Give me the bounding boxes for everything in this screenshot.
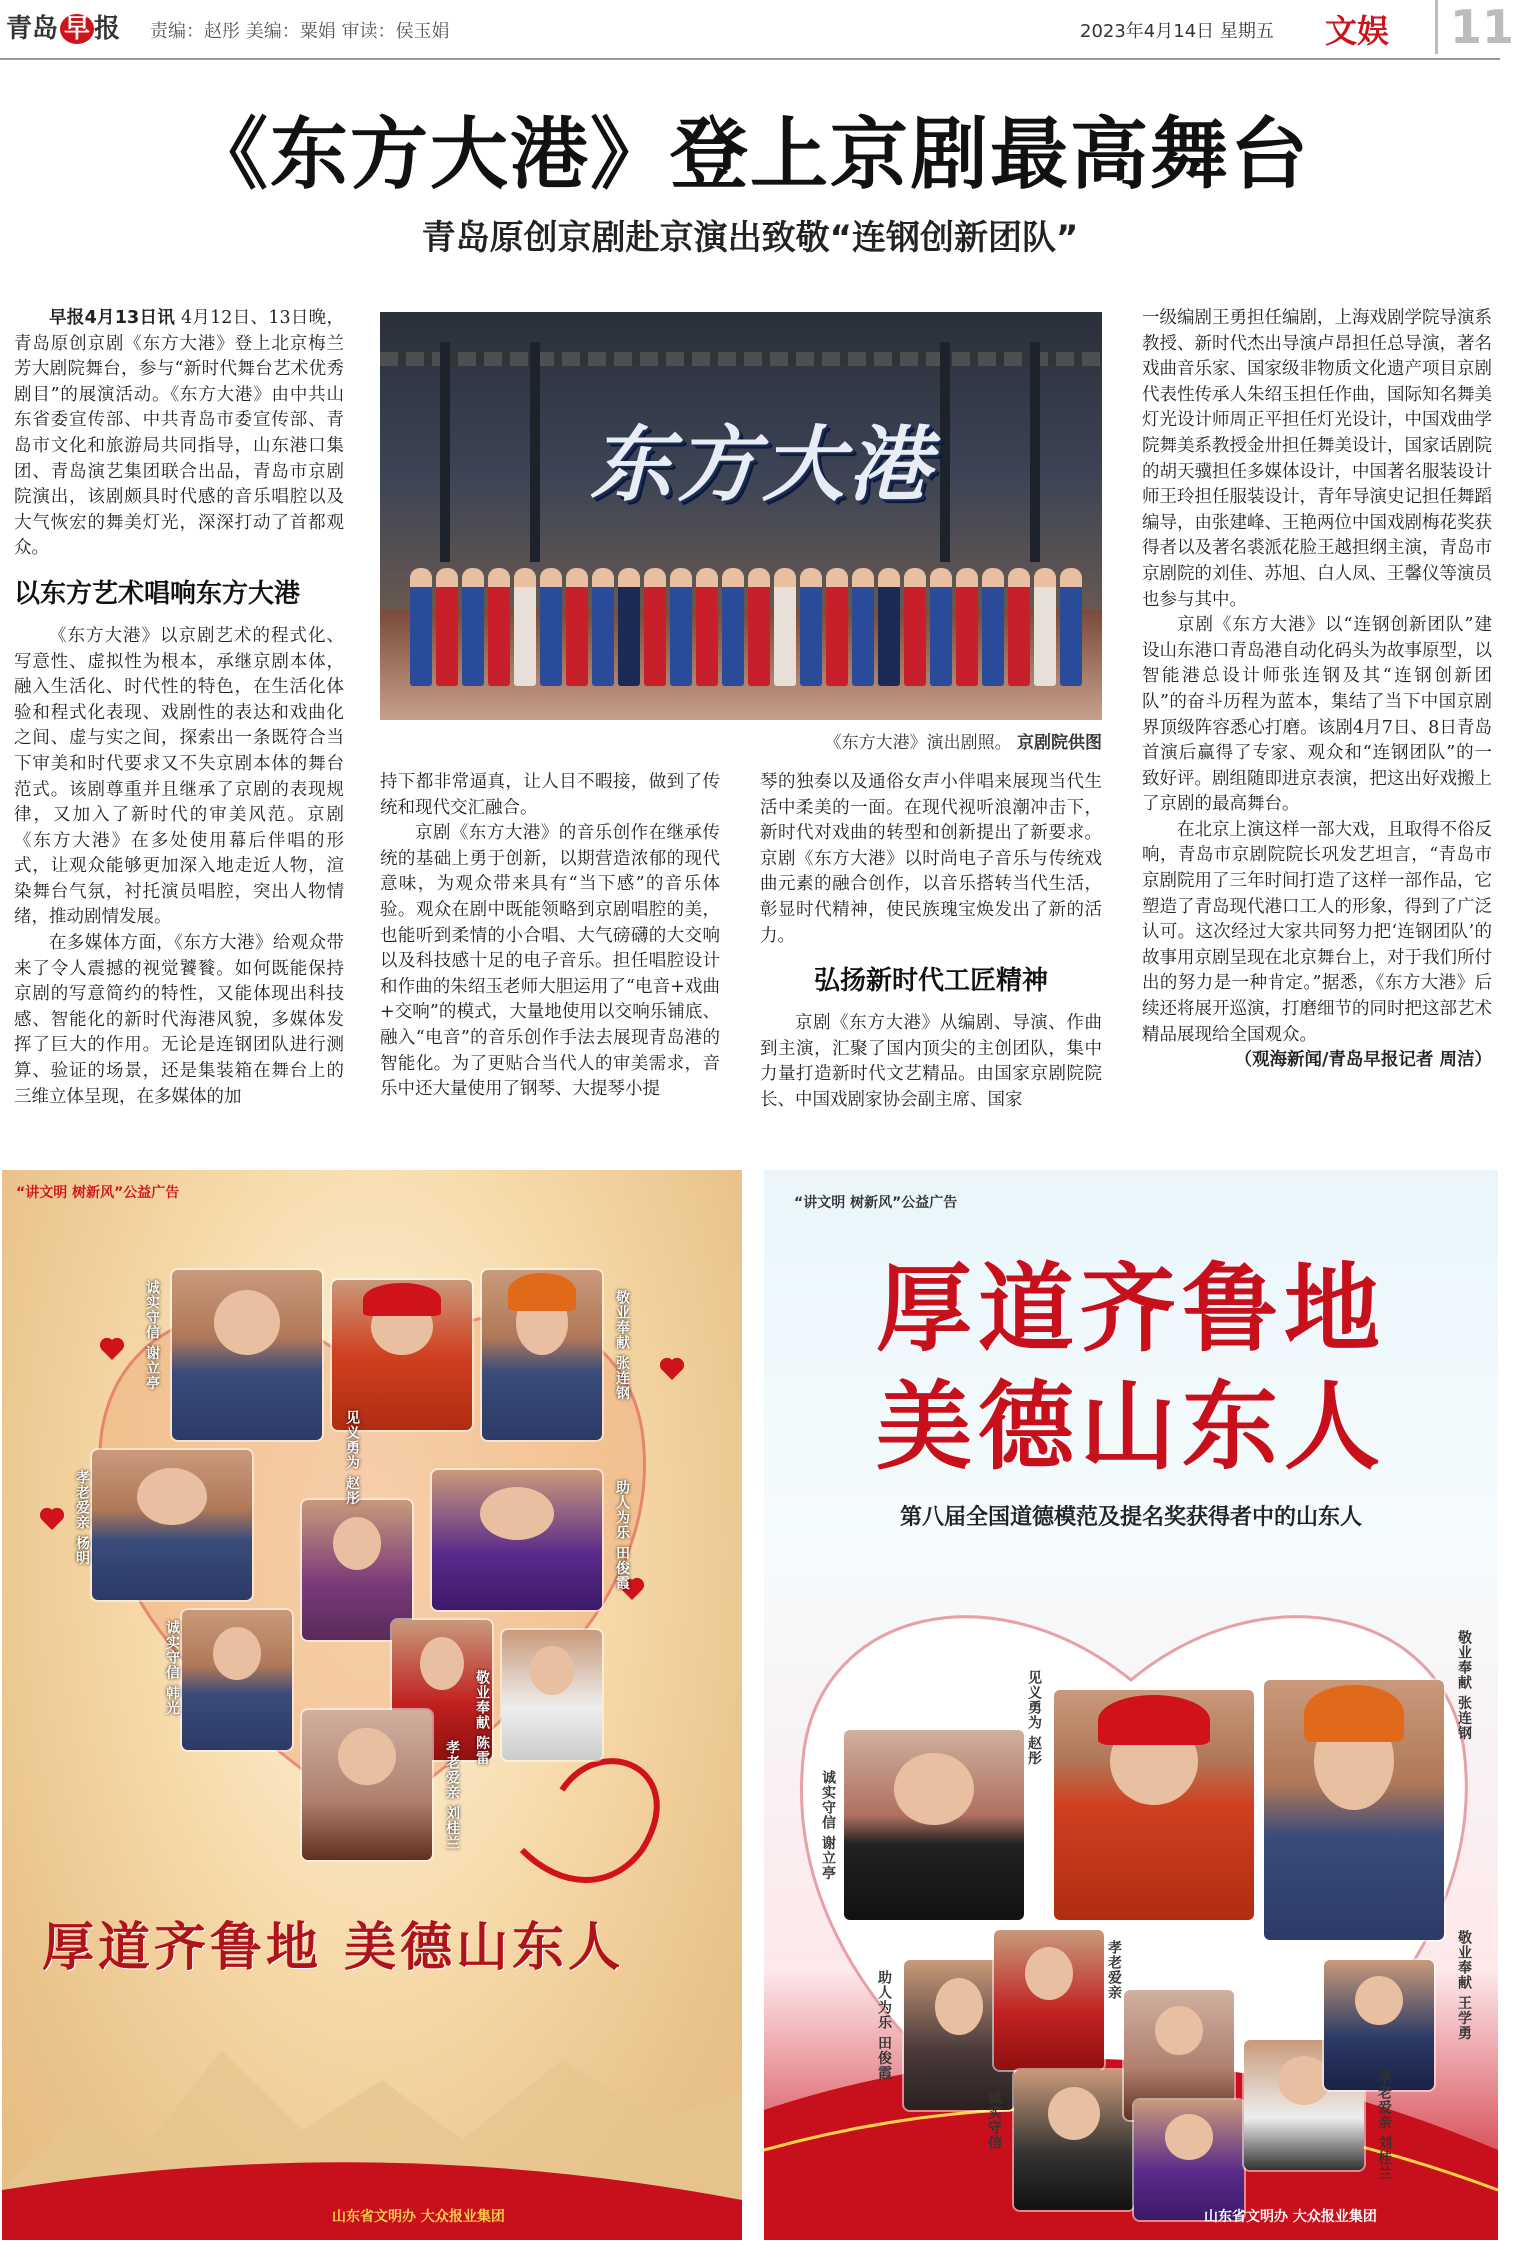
psa-poster-right [764, 1170, 1498, 2238]
portrait [844, 1730, 1024, 1920]
cast-member [618, 568, 640, 686]
psa-poster-left [2, 1170, 742, 2238]
face [213, 1627, 261, 1680]
poster-slogan: 厚道齐鲁地 美德山东人 [42, 1917, 625, 1978]
cast-member [800, 568, 822, 686]
cast-member [410, 568, 432, 686]
byline: （观海新闻/青岛早报记者 周洁） [1234, 1050, 1492, 1071]
article-column-1 [14, 306, 344, 1110]
cast-member [904, 568, 926, 686]
psa-tag: “讲文明 树新风”公益广告 [16, 1185, 180, 1201]
portrait [302, 1710, 432, 1860]
article-headline: 《东方大港》登上京剧最高舞台 [189, 109, 1310, 200]
helmet [1304, 1685, 1405, 1742]
psa-tag: “讲文明 树新风”公益广告 [794, 1195, 958, 1211]
paragraph: 京剧《东方大港》以“连钢创新团队”建设山东港口青岛港自动化码头为故事原型，以智能港总设计师张连钢及其“连钢创新团队”的奋斗历程为蓝本，集结了当下中国京剧界顶级阵容悉心打磨。该剧4月7日、8日青岛首演后赢得了专家、观众和“连钢团队”的一致好评。剧组随即进京表演，把这出好戏搬上了京剧的最高舞台。 [1142, 615, 1492, 815]
face [935, 1978, 983, 2035]
face [420, 1637, 464, 1690]
poster-footer: 山东省文明办 大众报业集团 [1204, 2209, 1377, 2225]
portrait [332, 1280, 472, 1430]
portrait [92, 1450, 252, 1600]
cast-member [592, 568, 614, 686]
person-label: 诚实守信 谢立亭 [820, 1770, 836, 1881]
portrait [994, 1930, 1104, 2070]
crane-structure [440, 342, 450, 562]
poster-title-line-1: 厚道齐鲁地 [876, 1252, 1386, 1365]
cast-member [878, 568, 900, 686]
portrait [482, 1270, 602, 1440]
section-title-1: 以东方艺术唱响东方大港 [14, 578, 301, 609]
section-title-2: 弘扬新时代工匠精神 [813, 966, 1048, 997]
cast-member [722, 568, 744, 686]
face [530, 1646, 574, 1695]
face [1025, 1947, 1073, 2000]
face [1048, 2087, 1101, 2140]
page-number: 11 [1435, 0, 1514, 54]
person-label: 孝老爱亲 刘桂兰 [444, 1740, 460, 1851]
person-label: 敬业奉献 王学勇 [1456, 1930, 1472, 2041]
article-column-2 [380, 770, 720, 1103]
paragraph: 琴的独奏以及通俗女声小伴唱来展现当代生活中柔美的一面。在现代视听浪潮冲击下，新时代对戏曲的转型和创新提出了新要求。京剧《东方大港》以时尚电子音乐与传统戏曲元素的融合创作，以音乐搭转当代生活，彰显时代精神，使民族瑰宝焕发出了新的活力。 [760, 772, 1102, 946]
person-label: 诚实守信 [986, 2090, 1002, 2150]
cast-member [1034, 568, 1056, 686]
article-subhead: 青岛原创京剧赴京演出致敬“连钢创新团队” [421, 218, 1079, 258]
face [480, 1487, 555, 1540]
cast-member [436, 568, 458, 686]
person-label: 助人为乐 田俊霞 [614, 1480, 630, 1591]
cast-member [956, 568, 978, 686]
cast-member [488, 568, 510, 686]
portrait [1054, 1690, 1254, 1920]
cast-member [774, 568, 796, 686]
helmet [1098, 1695, 1210, 1746]
person-label: 敬业奉献 张连钢 [614, 1290, 630, 1401]
face [1155, 2006, 1203, 2055]
logo-text: 青岛 [6, 14, 59, 44]
cast-member [644, 568, 666, 686]
person-label: 诚实守信 谢立亭 [144, 1280, 160, 1391]
person-label: 见义勇为 赵彤 [344, 1410, 360, 1506]
person-label: 敬业奉献 陈雷 [474, 1670, 490, 1766]
editor-credits: 责编：赵彤 美编：粟娟 审读：侯玉娟 [150, 21, 450, 42]
face [137, 1468, 207, 1525]
portrait [172, 1270, 322, 1440]
cast-member [930, 568, 952, 686]
person-label: 孝老爱亲 杨明 [74, 1470, 90, 1566]
issue-date: 2023年4月14日 星期五 [1080, 21, 1274, 42]
person-label: 助人为乐 田俊霞 [876, 1970, 892, 2081]
cast-member [462, 568, 484, 686]
stage-photo [380, 312, 1102, 720]
paragraph: 京剧《东方大港》从编剧、导演、作曲到主演，汇聚了国内顶尖的主创团队，集中力量打造新时代文艺精品。由国家京剧院院长、中国戏剧家协会副主席、国家 [760, 1013, 1102, 1110]
person-label: 孝老爱亲 刘桂兰 [1376, 2070, 1392, 2181]
logo-suffix: 报 [94, 14, 121, 44]
face [338, 1728, 395, 1785]
cast-member [1008, 568, 1030, 686]
helmet [508, 1273, 575, 1310]
paragraph: 在多媒体方面，《东方大港》给观众带来了令人震撼的视觉饕餮。如何既能保持京剧的写意简约的特性，又能体现出科技感、智能化的新时代海港风貌，多媒体发挥了巨大的作用。无论是连钢团队进行测算、验证的场景，还是集装箱在舞台上的三维立体呈现，在多媒体的加 [14, 933, 344, 1107]
masthead [0, 0, 1514, 60]
portrait [1264, 1680, 1444, 1940]
cast-member [748, 568, 770, 686]
cast-member [982, 568, 1004, 686]
person-label: 见义勇为 赵彤 [1026, 1670, 1042, 1766]
face [894, 1753, 973, 1825]
newspaper-logo [6, 8, 120, 45]
portrait [302, 1500, 412, 1640]
paragraph: 在北京上演这样一部大戏，且取得不俗反响，青岛市京剧院院长巩发艺坦言，“青岛市京剧院用了三年时间打造了这样一部作品，它塑造了青岛现代港口工人的形象，得到了广泛认可。这次经过大家共同努力把‘连钢团队’的故事用京剧呈现在北京舞台上，对于我们所付出的努力是一种肯定。”据悉，《东方大港》后续还将展开巡演，打磨细节的同时把这部艺术精品展现给全国观众。 [1142, 819, 1492, 1045]
lead-label: 早报4月13日讯 [49, 308, 176, 328]
paragraph: 持下都非常逼真，让人目不暇接，做到了传统和现代交汇融合。 [380, 772, 720, 818]
person-label: 诚实守信 韩光 [164, 1620, 180, 1716]
cast-member [696, 568, 718, 686]
lead-text: 4月12日、13日晚，青岛原创京剧《东方大港》登上北京梅兰芳大剧院舞台，参与“新时代舞台艺术优秀剧目”的展演活动。《东方大港》由中共山东省委宣传部、中共青岛市委宣传部、青岛市文化和旅游局共同指导，山东港口集团、青岛演艺集团联合出品，青岛市京剧院演出，该剧颇具时代感的音乐唱腔以及大气恢宏的舞美灯光，深深打动了首都观众。 [14, 308, 344, 559]
cast-member [1060, 568, 1082, 686]
paragraph: 《东方大港》以京剧艺术的程式化、写意性、虚拟性为根本，承继京剧本体，融入生活化、时代性的特色，在生活化体验和程式化表现、戏剧性的表达和戏曲化之间、虚与实之间，探索出一条既符合当下审美和时代要求又不失京剧本体的舞台范式。该剧尊重并且继承了京剧的表现规律，又加入了新时代的审美风范。京剧《东方大港》在多处使用幕后伴唱的形式，让观众能够更加深入地走近人物，渲染舞台气氛，衬托演员唱腔，突出人物情绪，推动剧情发展。 [14, 625, 344, 928]
photo-credit: 京剧院供图 [1017, 733, 1102, 753]
article-column-4 [1142, 306, 1492, 1074]
stage-title: 东方大港 [590, 417, 934, 513]
cast-member [540, 568, 562, 686]
face [1165, 2114, 1213, 2160]
crane-structure [940, 342, 950, 562]
face [214, 1290, 280, 1355]
cast-member [514, 568, 536, 686]
face [1278, 2056, 1331, 2105]
section-name: 文娱 [1325, 12, 1390, 50]
mountain-calligraphy [2, 1990, 742, 2240]
portrait [432, 1470, 602, 1610]
crane-structure [530, 342, 540, 562]
cast-member [852, 568, 874, 686]
paragraph: 京剧《东方大港》的音乐创作在继承传统的基础上勇于创新，以期营造浓郁的现代意味，为观众带来具有“当下感”的音乐体验。观众在剧中既能领略到京剧唱腔的美，也能听到柔情的小合唱、大气磅礴的大交响以及科技感十足的电子音乐。担任唱腔设计和作曲的朱绍玉老师大胆运用了“电音+戏曲+交响”的模式，大量地使用以交响乐铺底、融入“电音”的音乐创作手法去展现青岛港的智能化。为了更贴合当代人的审美需求，音乐中还大量使用了钢琴、大提琴小提 [380, 823, 720, 1100]
face [1355, 1976, 1403, 2025]
cast-member [670, 568, 692, 686]
article-column-3 [760, 770, 1102, 1114]
person-label: 敬业奉献 张连钢 [1456, 1630, 1472, 1741]
logo-badge: 早 [60, 14, 94, 44]
crane-structure [1030, 342, 1040, 562]
person-label: 孝老爱亲 [1106, 1940, 1122, 2000]
portrait [502, 1630, 602, 1760]
portrait [182, 1610, 292, 1750]
face [333, 1517, 381, 1570]
portrait [1014, 2070, 1134, 2210]
poster-title-line-2: 美德山东人 [876, 1370, 1386, 1483]
photo-caption [380, 728, 1102, 753]
portrait [1134, 2100, 1244, 2220]
paragraph: 一级编剧王勇担任编剧，上海戏剧学院导演系教授、新时代杰出导演卢昂担任总导演，著名戏曲音乐家、国家级非物质文化遗产项目京剧代表性传承人朱绍玉担任作曲，国际知名舞美灯光设计师周正平担任灯光设计，中国戏曲学院舞美系教授金卅担任舞美设计，国家话剧院的胡天骥担任多媒体设计，中国著名服装设计师王玲担任服装设计，青年导演史记担任舞蹈编导，由张建峰、王艳两位中国戏剧梅花奖获得者以及著名裘派花脸王越担纲主演，青岛市京剧院的刘佳、苏旭、白人凤、王馨仪等演员也参与其中。 [1142, 308, 1492, 610]
poster-footer: 山东省文明办 大众报业集团 [332, 2209, 505, 2225]
cast-member [826, 568, 848, 686]
cast-member [566, 568, 588, 686]
stage-rig [380, 352, 1102, 366]
caption-text: 《东方大港》演出剧照。 [824, 733, 1012, 753]
poster-subtitle: 第八届全国道德模范及提名奖获得者中的山东人 [899, 1505, 1362, 1530]
helmet [363, 1283, 441, 1316]
